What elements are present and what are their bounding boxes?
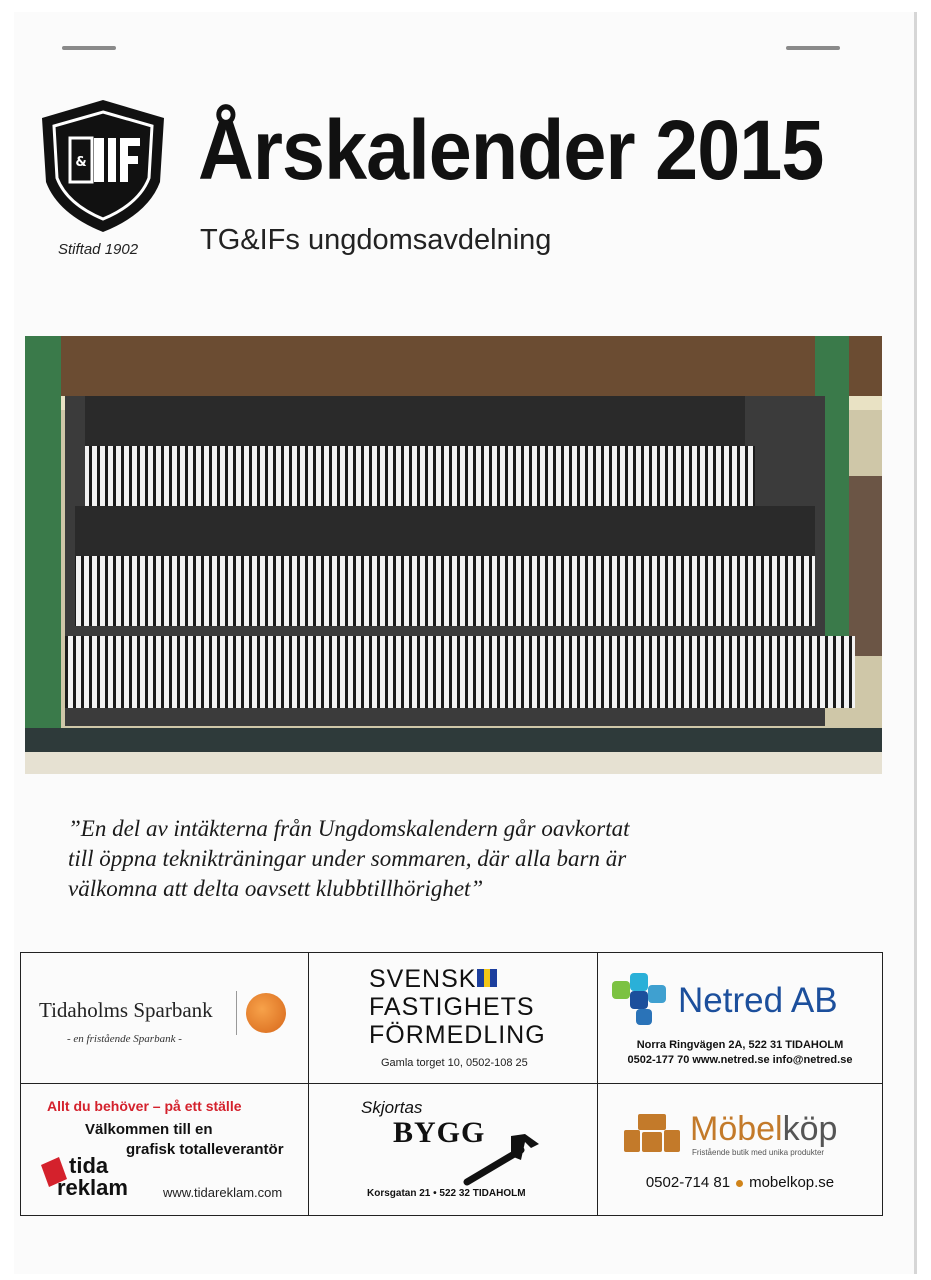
page-subtitle: TG&IFs ungdomsavdelning [200, 224, 552, 256]
mobelkop-phone: 0502-714 81 [645, 1174, 731, 1191]
quote-block [68, 814, 768, 904]
sff-address: Gamla torget 10, 0502-108 25 [381, 1057, 528, 1069]
bullet-icon [736, 1180, 743, 1187]
sparbank-name: Tidaholms Sparbank [39, 998, 213, 1022]
puzzle-logo-icon [610, 971, 674, 1029]
team-photo [25, 336, 882, 774]
sponsor-netred [598, 953, 882, 1084]
tidareklam-line1: Välkommen till en [85, 1121, 213, 1138]
staple-right [786, 46, 840, 50]
founded-label: Stiftad 1902 [58, 241, 139, 258]
sponsor-grid [20, 952, 883, 1216]
sofa-icon [622, 1112, 682, 1156]
hammer-icon [459, 1132, 543, 1188]
sponsor-fastighetsformedling [309, 953, 598, 1084]
tidareklam-website: www.tidareklam.com [163, 1185, 283, 1200]
tidareklam-logo-bottom: reklam [57, 1175, 128, 1199]
tree-logo-icon [246, 993, 286, 1033]
tidareklam-line2: grafisk totalleverantör [126, 1141, 284, 1158]
quote-line: till öppna teknikträningar under sommaren, där alla barn är [68, 846, 627, 871]
netred-contact: 0502-177 70 www.netred.se info@netred.se [627, 1054, 853, 1066]
page-title: Årskalender 2015 [198, 103, 824, 197]
quote-line: välkomna att delta oavsett klubbtillhörighet” [68, 876, 484, 901]
quote-line: ”En del av intäkterna från Ungdomskalendern går oavkortat [68, 816, 630, 841]
bygg-address: Korsgatan 21 • 522 32 TIDAHOLM [367, 1188, 526, 1199]
tidareklam-slogan: Allt du behöver – på ett ställe [47, 1098, 242, 1114]
divider [236, 991, 237, 1035]
svg-text:&: & [75, 155, 87, 170]
sff-line2: FASTIGHETS [369, 993, 535, 1021]
bygg-name: BYGG [393, 1116, 486, 1149]
sponsor-bygg [309, 1084, 598, 1215]
tidareklam-logo-top: tida [69, 1153, 109, 1178]
netred-address: Norra Ringvägen 2A, 522 31 TIDAHOLM [636, 1039, 844, 1051]
tidareklam-logo [39, 1151, 159, 1199]
mobelkop-name [690, 1110, 837, 1149]
mobelkop-website: mobelkop.se [749, 1174, 835, 1191]
staple-left [62, 46, 116, 50]
mobelkop-contact [598, 1174, 882, 1191]
sff-line1: SVENSK [369, 965, 477, 993]
mobelkop-name-a: Möbel [690, 1110, 783, 1148]
sponsor-mobelkop [598, 1084, 882, 1215]
sponsor-tidareklam [21, 1084, 309, 1215]
flag-icon [477, 969, 497, 987]
mobelkop-name-b: köp [782, 1110, 838, 1148]
mobelkop-tagline: Fristående butik med unika produkter [692, 1148, 825, 1157]
netred-name: Netred AB [678, 981, 838, 1020]
sponsor-sparbank [21, 953, 309, 1084]
sparbank-tagline: - en fristående Sparbank - [67, 1033, 182, 1045]
club-crest-logo [36, 96, 170, 236]
bygg-script: Skjortas [361, 1098, 423, 1117]
sff-line3: FÖRMEDLING [369, 1021, 546, 1049]
